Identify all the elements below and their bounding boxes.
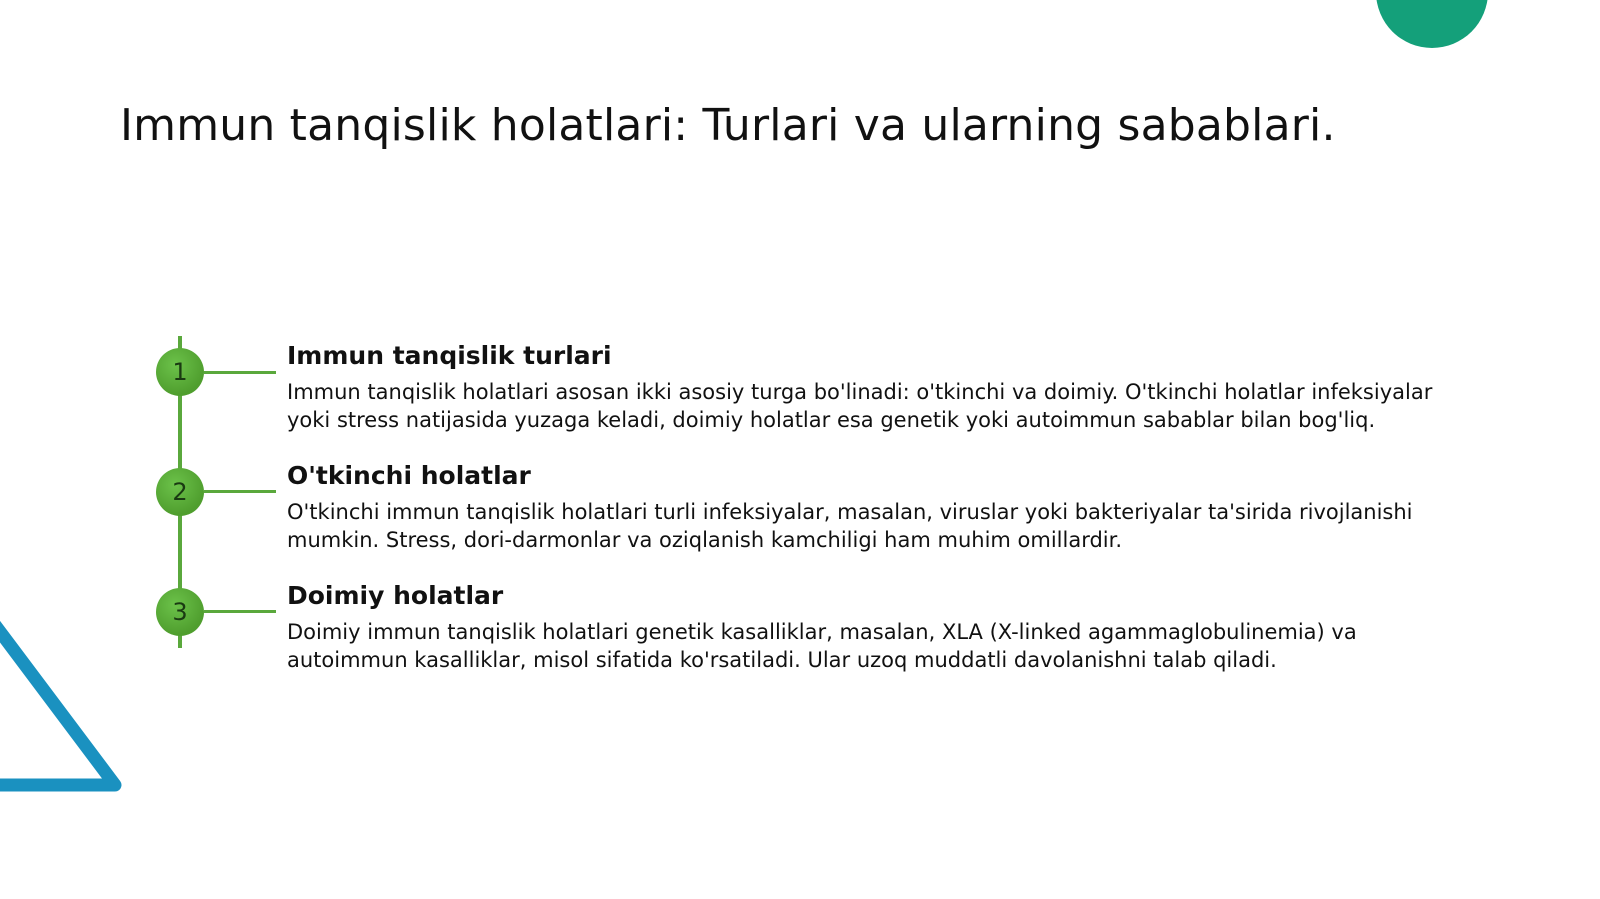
step-description: Doimiy immun tanqislik holatlari genetik kasalliklar, masalan, XLA (X-linked agammaglobulinemia) va autoimmun kasalliklar, misol sifatida ko'rsatiladi. Ular uzoq muddatli davolanishni talab qiladi. [287,620,1357,672]
step-heading: Doimiy holatlar [287,581,504,610]
step-description: O'tkinchi immun tanqislik holatlari turli infeksiyalar, masalan, viruslar yoki bakteriyalar ta'sirida rivojlanishi mumkin. Stress, dori-darmonlar va oziqlanish kamchiligi ham muhim omillardir. [287,500,1413,552]
step-connector [204,490,276,493]
step-number-badge: 2 [156,468,204,516]
step-connector [204,371,276,374]
slide-title: Immun tanqislik holatlari: Turlari va ularning sabablari. [120,100,1336,151]
step-heading: Immun tanqislik turlari [287,341,612,370]
step-number-badge: 1 [156,348,204,396]
decorative-teal-circle [1376,0,1488,48]
step-connector [204,610,276,613]
step-heading: O'tkinchi holatlar [287,461,531,490]
step-number-badge: 3 [156,588,204,636]
decorative-triangle-outline [0,575,130,815]
step-description: Immun tanqislik holatlari asosan ikki asosiy turga bo'linadi: o'tkinchi va doimiy. O'tkinchi holatlar infeksiyalar yoki stress natijasida yuzaga keladi, doimiy holatlar esa genetik yoki autoimmun sabablar bilan bog'liq. [287,380,1433,432]
